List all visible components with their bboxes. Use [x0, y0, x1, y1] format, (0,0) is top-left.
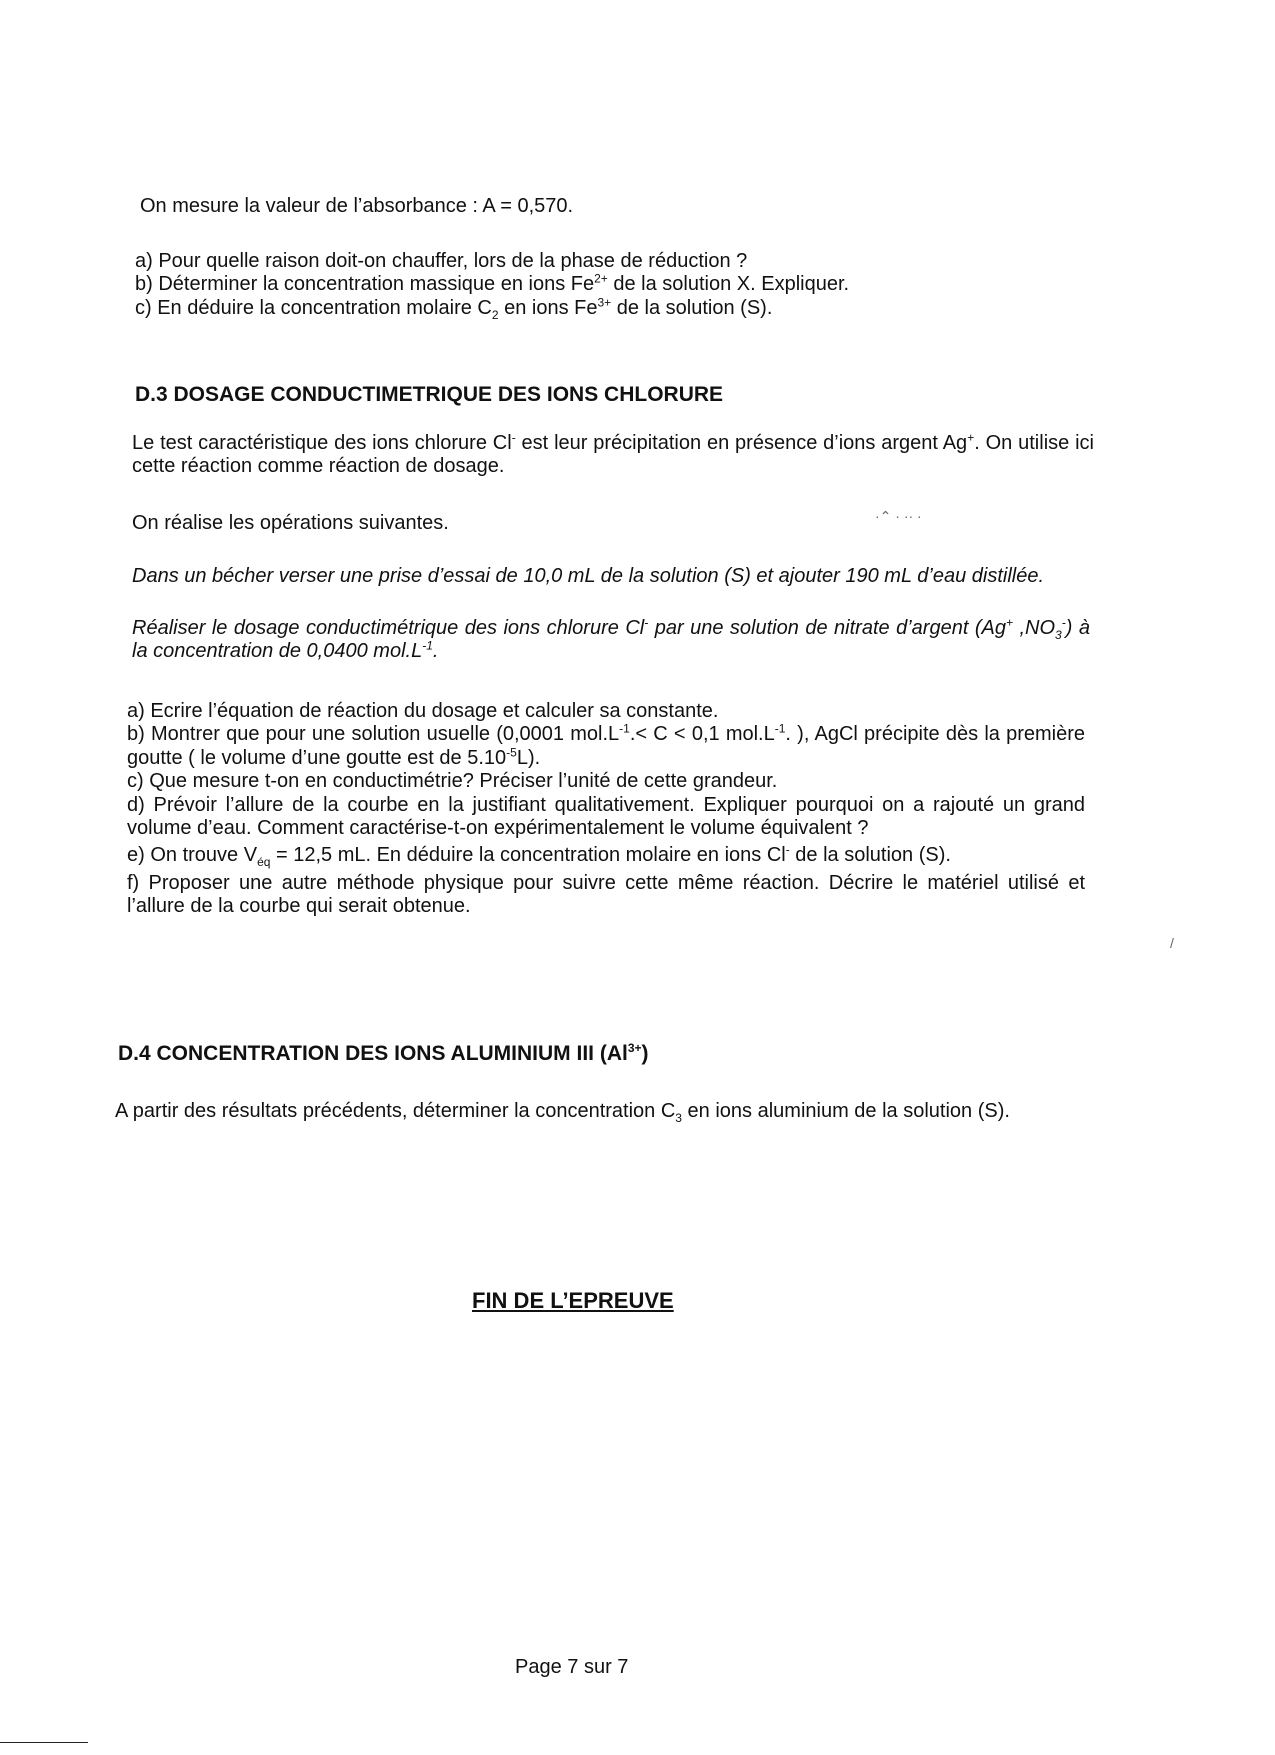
d3-question-d: d) Prévoir l’allure de la courbe en la justifiant qualitativement. Expliquer pourquoi on a rajouté un grand volume d’eau. Comment caractérise-t-on expérimentalement le volume équivalent ? — [127, 793, 1085, 839]
d3-question-e: e) On trouve $V_{éq} = 12,5$ mL. En déduire la concentration molaire en ions Cl- de la solution (S). — [127, 842, 951, 870]
d3-question-a: a) Ecrire l’équation de réaction du dosage et calculer sa constante. — [127, 700, 719, 722]
d3-question-f: f) Proposer une autre méthode physique pour suivre cette même réaction. Décrire le matériel utilisé et l’allure de la courbe qui serait obtenue. — [127, 871, 1085, 918]
section-d3-title: D.3 DOSAGE CONDUCTIMETRIQUE DES IONS CHLORURE — [135, 383, 724, 406]
question-c: c) En déduire la concentration molaire $C_2$ en ions $Fe^{3+}$ de la solution (S). — [135, 295, 773, 322]
d3-paragraph-2: On réalise les opérations suivantes. — [132, 512, 449, 534]
end-of-exam: FIN DE L’EPREUVE — [472, 1288, 674, 1313]
absorbance-line — [0, 195, 1275, 218]
d3-questions — [127, 700, 1085, 919]
d3-question-b: b) Montrer que pour une solution usuelle (0,0001 $mol.L^{-1}.< C < 0,1$ $mol.L^{-1}$. ), AgCl précipite dès la première goutte ( le volume d’une goutte est de $5.10^{-5}L$). — [127, 721, 1086, 769]
bottom-left-rule — [0, 1742, 88, 1743]
page-number: Page 7 sur 7 — [515, 1656, 629, 1678]
d3-procedure-1: Dans un bécher verser une prise d’essai de 10,0 mL de la solution (S) et ajouter 190 mL d’eau distillée. — [132, 565, 1045, 587]
question-a: a) Pour quelle raison doit-on chauffer, lors de la phase de réduction ? — [135, 250, 748, 272]
d3-procedure-2: Réaliser le dosage conductimétrique des ions chlorure Cl- par une solution de nitrate d’argent (Ag+ $,NO_3^-$) à la concentration de 0,0400 $mol.L^{-1}$. — [132, 615, 1090, 663]
section-d4-title: D.4 CONCENTRATION DES IONS ALUMINIUM III $(Al^{3+})$ — [118, 1041, 649, 1065]
scan-speck: / — [1170, 935, 1174, 951]
d4-paragraph: A partir des résultats précédents, déterminer la concentration $C_3$ en ions aluminium de la solution (S). — [115, 1100, 1010, 1125]
d3-question-c: c) Que mesure t-on en conductimétrie? Préciser l’unité de cette grandeur. — [127, 770, 778, 793]
question-b: b) Déterminer la concentration massique en ions $Fe^{2+}$ de la solution X. Expliquer. — [135, 271, 850, 296]
reduction-questions — [0, 250, 1275, 320]
absorbance-text: On mesure la valeur de l’absorbance : A = 0,570. — [140, 195, 574, 217]
d3-paragraph-1: Le test caractéristique des ions chlorure Cl- est leur précipitation en présence d’ions argent Ag+. On utilise ici cette réaction comme réaction de dosage. — [132, 430, 1094, 478]
scan-speck: ·⌃ · ·· · — [875, 508, 922, 524]
